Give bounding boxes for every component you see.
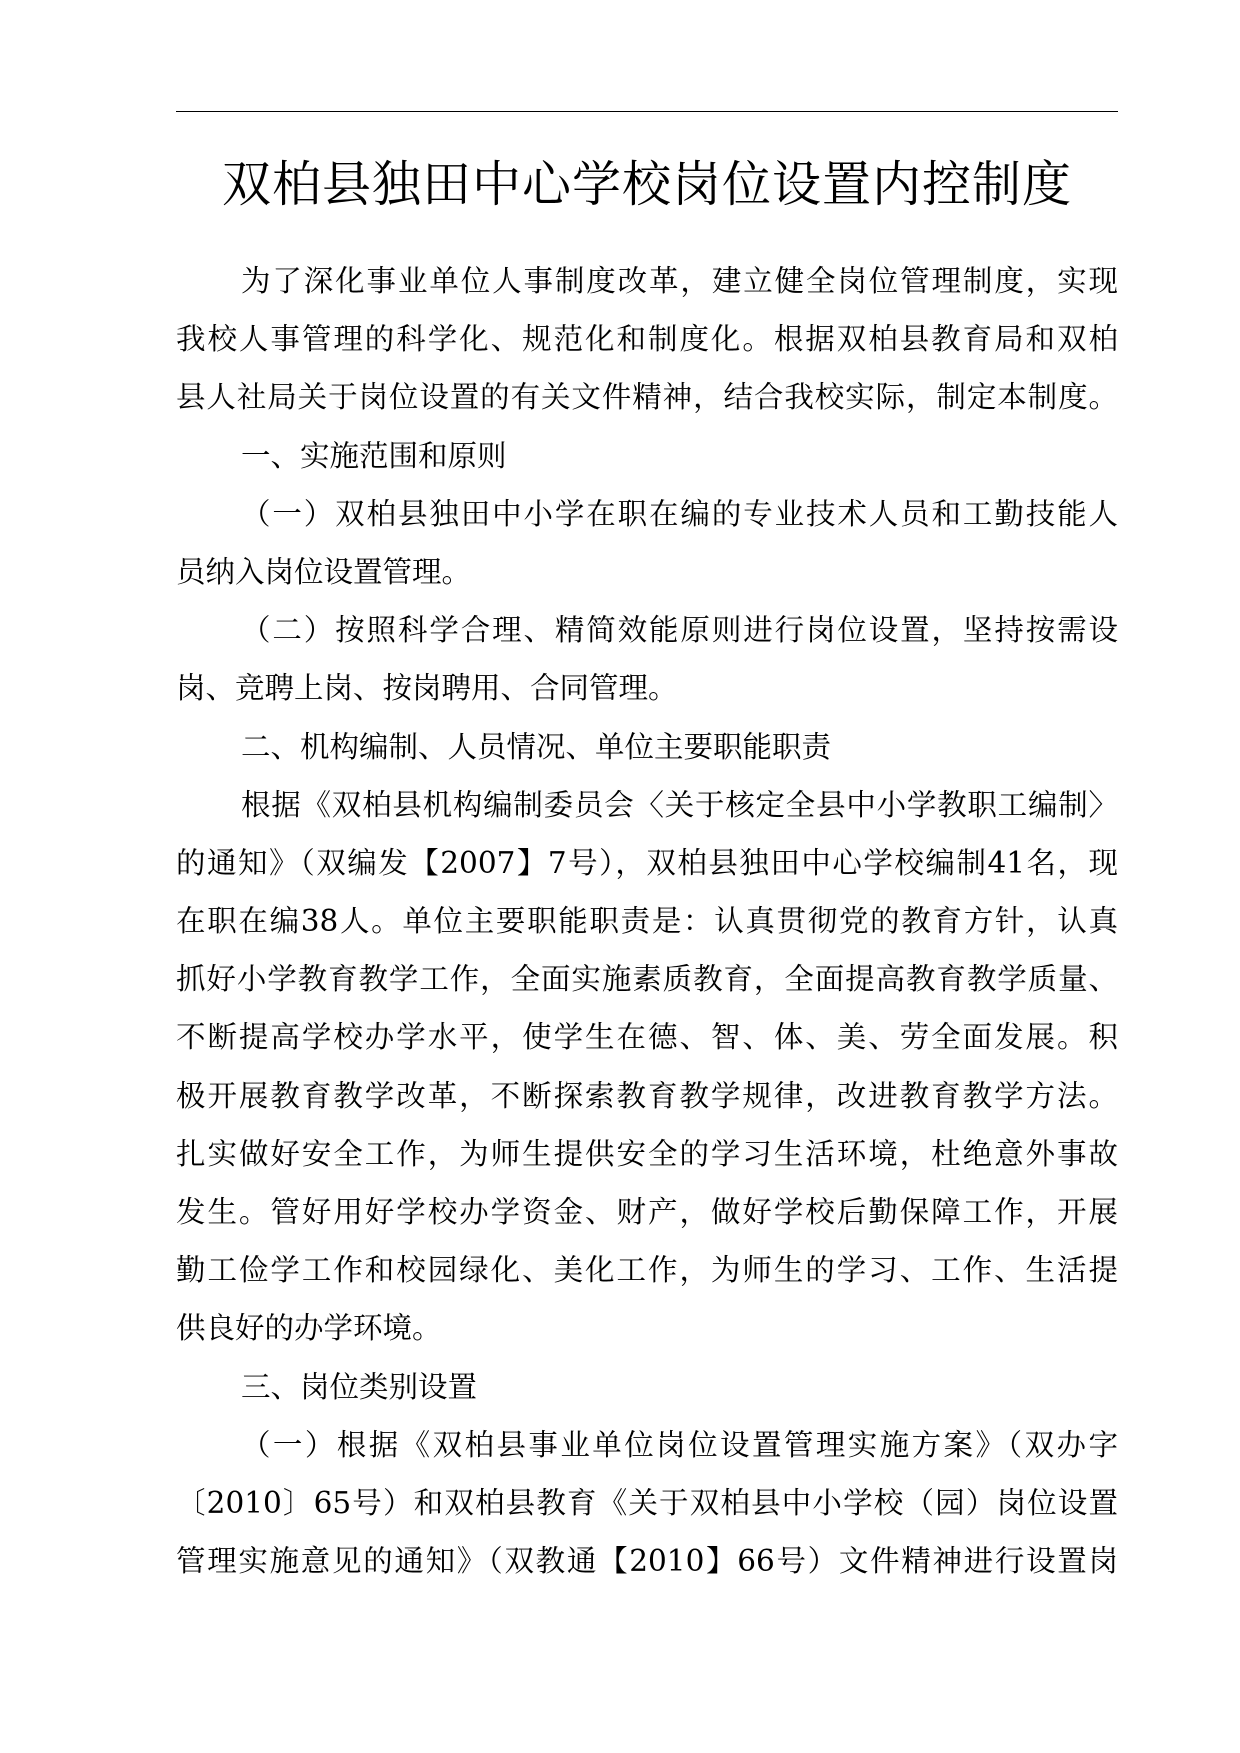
body-line: （一）双柏县独田中小学在职在编的专业技术人员和工勤技能人 xyxy=(241,496,1118,531)
body-line: 〔2010〕65号）和双柏县教育《关于双柏县中小学校（园）岗位设置 xyxy=(176,1485,1118,1520)
body-line: 岗、竞聘上岗、按岗聘用、合同管理。 xyxy=(176,671,678,706)
body-line: 我校人事管理的科学化、规范化和制度化。根据双柏县教育局和双柏 xyxy=(176,322,1118,357)
body-line: 发生。管好用好学校办学资金、财产，做好学校后勤保障工作，开展 xyxy=(176,1195,1118,1229)
body-line: 为了深化事业单位人事制度改革，建立健全岗位管理制度，实现 xyxy=(241,264,1118,298)
body-line: 极开展教育教学改革，不断探索教育教学规律，改进教育教学方法。 xyxy=(176,1078,1118,1113)
body-line: 的通知》（双编发【2007】7号），双柏县独田中心学校编制41名，现 xyxy=(176,845,1118,880)
body-line: 不断提高学校办学水平，使学生在德、智、体、美、劳全面发展。积 xyxy=(176,1020,1118,1055)
body-line: 根据《双柏县机构编制委员会〈关于核定全县中小学教职工编制〉 xyxy=(241,787,1118,822)
body-line: 在职在编38人。单位主要职能职责是：认真贯彻党的教育方针，认真 xyxy=(176,904,1118,939)
header-rule xyxy=(176,111,1118,112)
body-line: 供良好的办学环境。 xyxy=(176,1311,442,1346)
body-line: 抓好小学教育教学工作，全面实施素质教育，全面提高教育教学质量、 xyxy=(176,962,1118,997)
section-heading-2: 二、机构编制、人员情况、单位主要职能职责 xyxy=(241,729,832,764)
document-body xyxy=(176,252,1118,1590)
body-line: （二）按照科学合理、精简效能原则进行岗位设置，坚持按需设 xyxy=(241,613,1118,648)
body-line: 县人社局关于岗位设置的有关文件精神，结合我校实际，制定本制度。 xyxy=(176,380,1118,415)
body-line: 员纳入岗位设置管理。 xyxy=(176,554,472,589)
document-title: 双柏县独田中心学校岗位设置内控制度 xyxy=(221,156,1072,213)
section-heading-3: 三、岗位类别设置 xyxy=(241,1369,478,1404)
body-line: 扎实做好安全工作，为师生提供安全的学习生活环境，杜绝意外事故 xyxy=(176,1136,1118,1171)
body-line: 勤工俭学工作和校园绿化、美化工作，为师生的学习、工作、生活提 xyxy=(176,1253,1118,1288)
body-line: 管理实施意见的通知》（双教通【2010】66号）文件精神进行设置岗 xyxy=(176,1544,1118,1579)
body-line: （一）根据《双柏县事业单位岗位设置管理实施方案》（双办字 xyxy=(241,1427,1118,1462)
section-heading-1: 一、实施范围和原则 xyxy=(241,438,507,473)
